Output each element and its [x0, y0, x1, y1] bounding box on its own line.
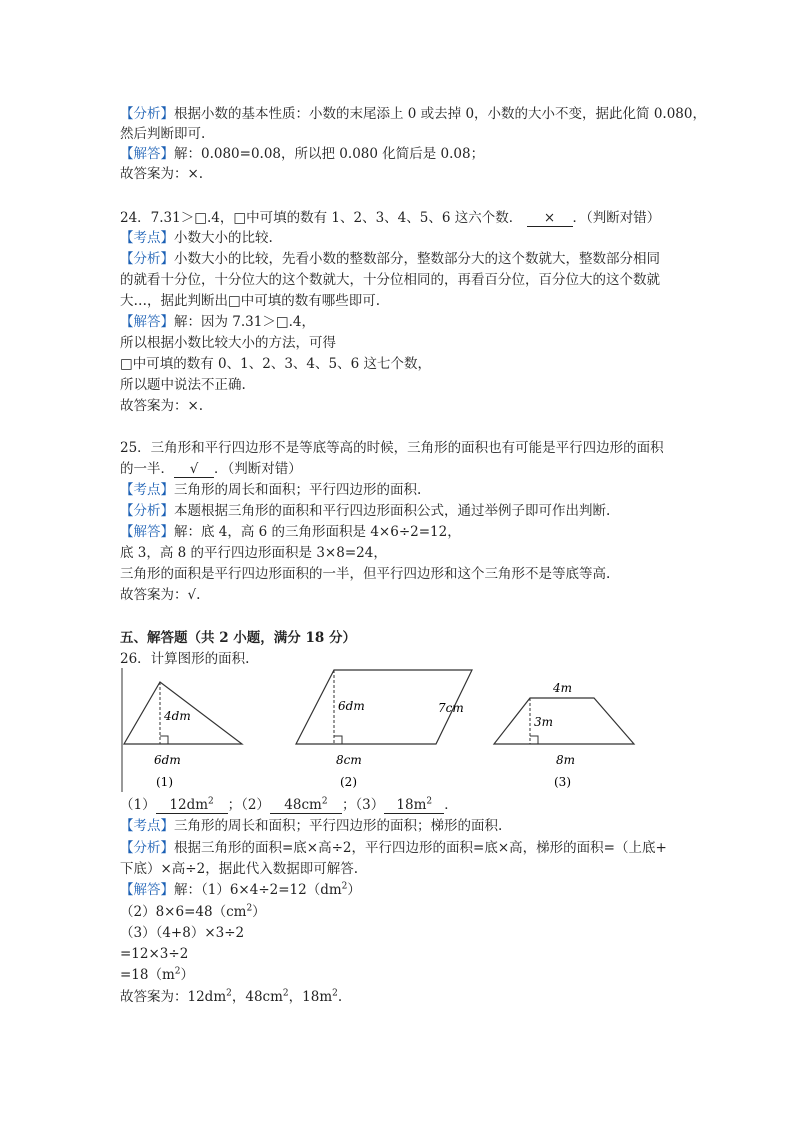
parallelogram-base-label: 8cm [336, 753, 362, 767]
q25-blank: √ [174, 461, 214, 478]
section-heading: 五、解答题（共 2 小题，满分 18 分） [120, 630, 356, 646]
q24-point: 【考点】小数大小的比较. [120, 230, 273, 246]
parallelogram-side-label: 7cm [438, 701, 464, 715]
q25-answer-2: 底 3，高 8 的平行四边形面积是 3×8=24， [120, 545, 387, 561]
q24-stem: 24．7.31＞□.4，□中可填的数有 1、2、3、4、5、6 这六个数． × ．（判断对错） [120, 210, 661, 226]
point-tag: 【考点】 [120, 818, 174, 834]
parallelogram-right-angle [334, 736, 342, 744]
q26-answer-5: $=18(m^2)$ [120, 966, 195, 983]
triangle-base-label: 6dm [154, 753, 181, 767]
q25-analysis: 【分析】本题根据三角形的面积和平行四边形面积公式，通过举例子即可作出判断. [120, 503, 611, 519]
q24-answer: 【解答】解：因为 7.31＞□.4， [120, 314, 315, 330]
q26-answer-2: $(2)8\times 6=48(cm^2)$ [120, 903, 266, 920]
q24-answer-2: 所以根据小数比较大小的方法，可得 [120, 335, 336, 351]
q24-answer-4: 所以题中说法不正确. [120, 377, 246, 393]
q26-final: 故答案为：$12dm^2$，$48cm^2$，$18m^2$. [120, 988, 343, 1005]
q26-answer-4: =12×3÷2 [120, 946, 189, 962]
q23-analysis-cont: 然后判断即可. [120, 126, 206, 142]
q25-stem: 25．三角形和平行四边形不是等底等高的时候，三角形的面积也有可能是平行四边形的面积 [120, 440, 664, 456]
triangle-right-angle [160, 736, 168, 744]
triangle-height-label: 4dm [164, 709, 191, 723]
answer-tag: 【解答】 [120, 314, 174, 330]
point-tag: 【考点】 [120, 230, 174, 246]
q24-answer-3: □中可填的数有 0、1、2、3、4、5、6 这七个数， [120, 356, 431, 372]
q23-final: 故答案为：×. [120, 166, 204, 182]
analysis-tag: 【分析】 [120, 251, 174, 267]
analysis-tag: 【分析】 [120, 106, 174, 122]
q26-blank-3: $18m^2$ [384, 797, 444, 814]
q23-analysis: 【分析】根据小数的基本性质：小数的末尾添上 0 或去掉 0，小数的大小不变，据此化简 0.080， [120, 106, 706, 122]
trapezoid-top-label: 4m [553, 681, 573, 695]
parallelogram-caption: (2) [340, 775, 357, 789]
q26-blank-2: $48cm^2$ [270, 797, 342, 814]
q25-stem-2: 的一半． √ ．（判断对错） [120, 461, 302, 477]
q24-analysis-cont-1: 的就看十分位，十分位大的这个数就大，十分位相同的，再看百分位，百分位大的这个数就 [120, 272, 660, 288]
q24-analysis: 【分析】小数大小的比较，先看小数的整数部分，整数部分大的这个数就大，整数部分相同 [120, 251, 660, 267]
q26-answer-1: 【解答】解：$(1)6\times 4\div 2=12(dm^2)$ [120, 881, 361, 898]
q26-answer-blanks: （1） $12dm^2$ ；（2） $48cm^2$ ；（3） $18m^2$ ． [120, 796, 458, 813]
q24-analysis-cont-2: 大…，据此判断出□中可填的数有哪些即可. [120, 293, 381, 309]
analysis-tag: 【分析】 [120, 503, 174, 519]
q24-blank: × [527, 210, 573, 227]
q26-analysis-cont: 下底）×高÷2，据此代入数据即可解答. [120, 861, 359, 877]
q26-point: 【考点】三角形的周长和面积；平行四边形的面积；梯形的面积. [120, 818, 503, 834]
trapezoid-shape [494, 698, 634, 744]
q25-final: 故答案为：√. [120, 587, 201, 603]
q25-answer: 【解答】解：底 4，高 6 的三角形面积是 4×6÷2=12， [120, 524, 461, 540]
point-tag: 【考点】 [120, 482, 174, 498]
q26-stem: 26．计算图形的面积. [120, 651, 250, 667]
analysis-tag: 【分析】 [120, 840, 174, 856]
trapezoid-caption: (3) [554, 775, 571, 789]
answer-tag: 【解答】 [120, 524, 174, 540]
parallelogram-height-label: 6dm [338, 699, 365, 713]
trapezoid-height-label: 3m [534, 715, 554, 729]
q26-answer-3: （3）（4+8）×3÷2 [120, 925, 245, 941]
q25-answer-3: 三角形的面积是平行四边形面积的一半，但平行四边形和这个三角形不是等底等高. [120, 566, 611, 582]
q25-point: 【考点】三角形的周长和面积；平行四边形的面积. [120, 482, 422, 498]
q23-answer: 【解答】解：0.080=0.08，所以把 0.080 化简后是 0.08； [120, 146, 485, 162]
q26-analysis: 【分析】根据三角形的面积=底×高÷2，平行四边形的面积=底×高，梯形的面积=（上底+ [120, 840, 667, 856]
answer-tag: 【解答】 [120, 146, 174, 162]
trapezoid-bottom-label: 8m [556, 753, 576, 767]
trapezoid-right-angle [530, 736, 538, 744]
triangle-caption: (1) [156, 775, 173, 789]
q26-blank-1: $12dm^2$ [156, 797, 228, 814]
answer-tag: 【解答】 [120, 882, 174, 898]
q26-figures [110, 664, 710, 794]
q24-final: 故答案为：×. [120, 398, 204, 414]
